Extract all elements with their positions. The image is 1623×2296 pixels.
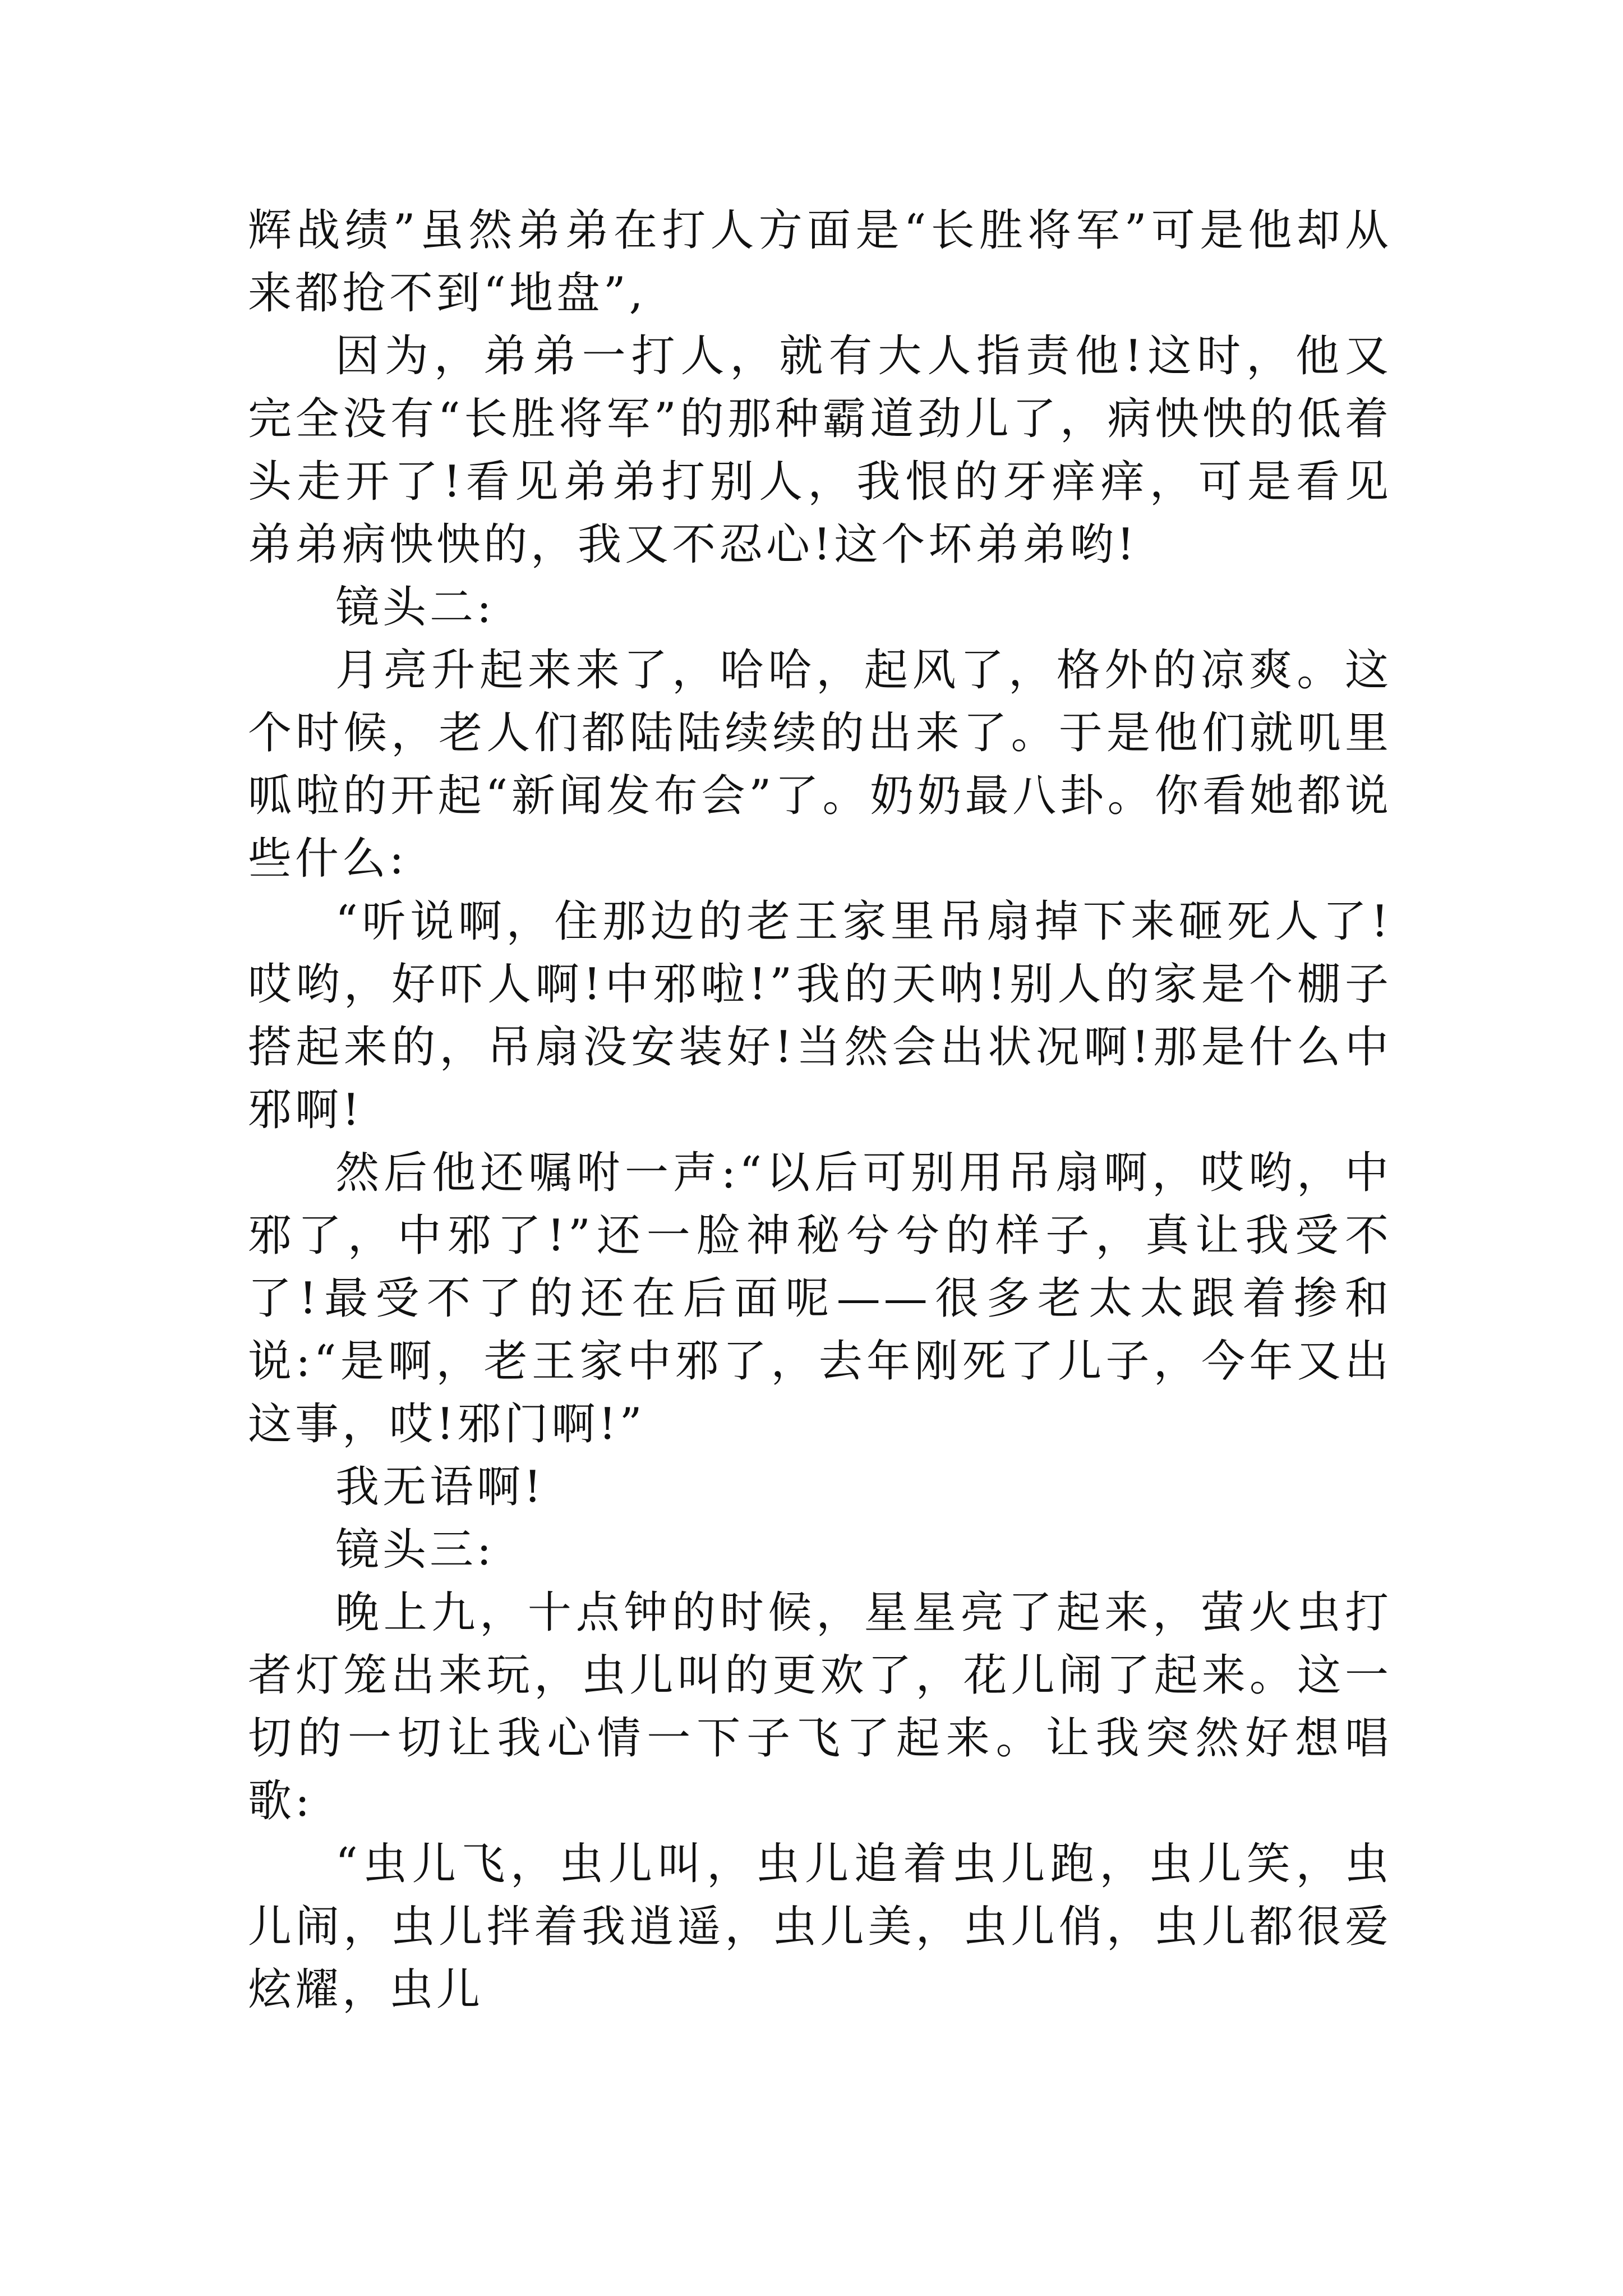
- section-heading-shot-2: 镜头二:: [335, 582, 495, 633]
- paragraph: 晚上九，十点钟的时候，星星亮了起来，萤火虫打者灯笼出来玩，虫儿叫的更欢了，花儿闹了起来。这一切的一切让我心情一下子飞了起来。让我突然好想唱歌:: [248, 1588, 1392, 1826]
- body-text: [248, 199, 1392, 2021]
- paragraph: 因为，弟弟一打人，就有大人指责他!这时，他又完全没有“长胜将军”的那种霸道劲儿了，病怏怏的低着头走开了!看见弟弟打别人，我恨的牙痒痒，可是看见弟弟病怏怏的，我又不忍心!这个坏弟弟哟!: [248, 331, 1392, 570]
- paragraph: “听说啊，住那边的老王家里吊扇掉下来砸死人了!哎哟，好吓人啊!中邪啦!”我的天呐!别人的家是个棚子搭起来的，吊扇没安装好!当然会出状况啊!那是什么中邪啊!: [248, 896, 1392, 1135]
- paragraph: 然后他还嘱咐一声:“以后可别用吊扇啊，哎哟，中邪了，中邪了!”还一脸神秘兮兮的样子，真让我受不了!最受不了的还在后面呢——很多老太太跟着掺和说:“是啊，老王家中邪了，去年刚死了儿子，今年又出这事，哎!邪门啊!”: [248, 1148, 1392, 1450]
- paragraph: 辉战绩”虽然弟弟在打人方面是“长胜将军”可是他却从来都抢不到“地盘”,: [248, 205, 1392, 319]
- paragraph: 我无语啊!: [335, 1462, 545, 1512]
- section-heading-shot-3: 镜头三:: [335, 1525, 495, 1575]
- paragraph: 月亮升起来来了，哈哈，起风了，格外的凉爽。这个时候，老人们都陆陆续续的出来了。于是他们就叽里呱啦的开起“新闻发布会”了。奶奶最八卦。你看她都说些什么:: [248, 645, 1392, 884]
- paragraph: “虫儿飞，虫儿叫，虫儿追着虫儿跑，虫儿笑，虫儿闹，虫儿拌着我逍遥，虫儿美，虫儿俏，虫儿都很爱炫耀，虫儿: [248, 1839, 1392, 2015]
